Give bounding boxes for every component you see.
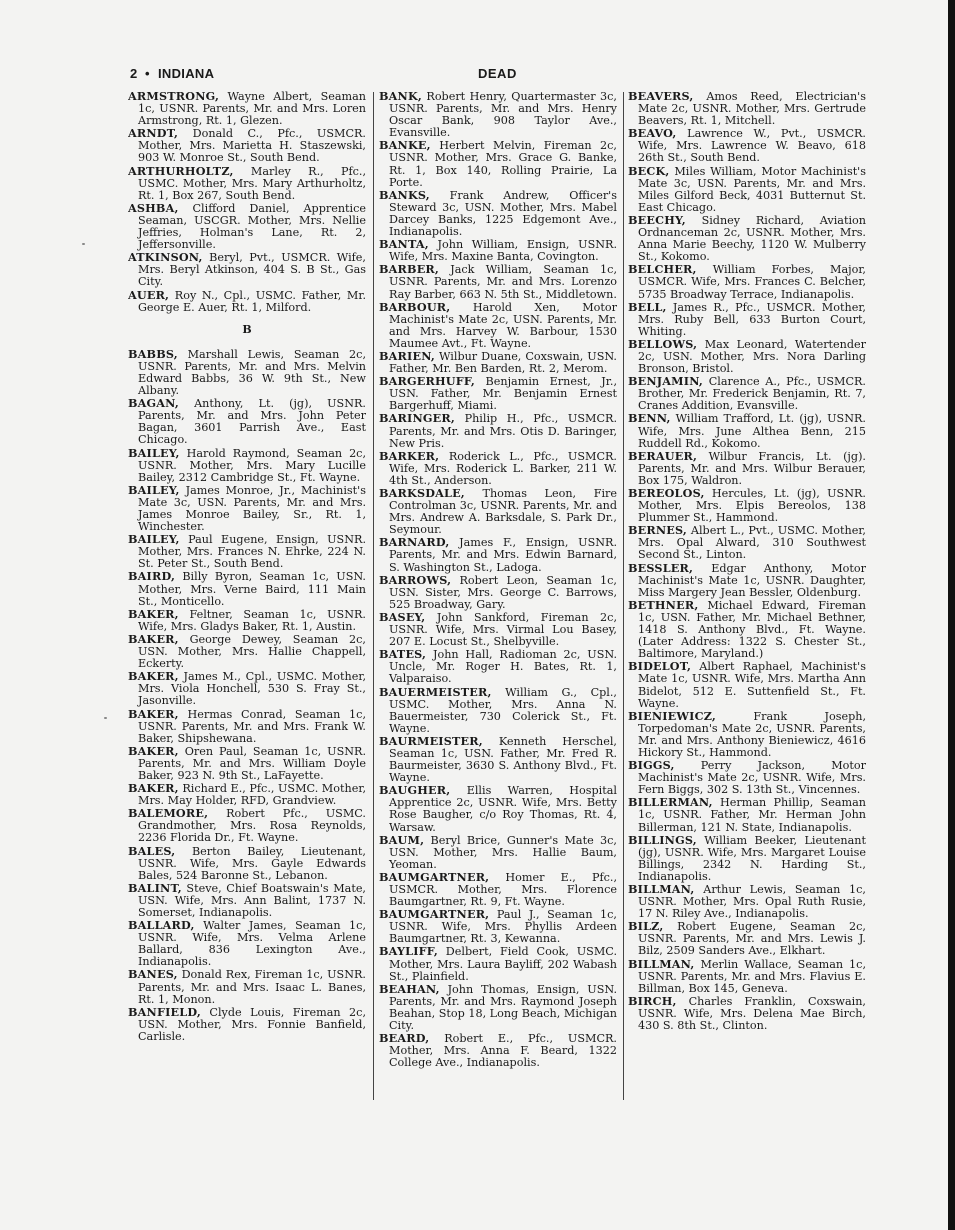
casualty-details: James Monroe, Jr., Machinist's Mate 3c, USN. Parents, Mr. and Mrs. James Monroe Bailey, Sr., Rt. 1, Winchester. bbox=[138, 483, 366, 534]
casualty-surname: BARNARD, bbox=[379, 535, 450, 550]
casualty-entry bbox=[628, 301, 866, 338]
casualty-entry bbox=[628, 338, 866, 375]
casualty-entry bbox=[128, 882, 366, 919]
casualty-entry bbox=[628, 995, 866, 1032]
casualty-details: Clarence A., Pfc., USMCR. Brother, Mr. Frederick Benjamin, Rt. 7, Cranes Addition, Evansville. bbox=[638, 375, 866, 413]
casualty-surname: BILLINGS, bbox=[628, 832, 697, 847]
casualty-surname: BETHNER, bbox=[628, 597, 699, 612]
casualty-surname: BERAUER, bbox=[628, 448, 698, 463]
casualty-entry bbox=[128, 570, 366, 607]
casualty-entry bbox=[628, 412, 866, 449]
casualty-entry bbox=[379, 983, 617, 1032]
casualty-details: Wayne Albert, Seaman 1c, USNR. Parents, Mr. and Mrs. Loren Armstrong, Rt. 1, Glezen. bbox=[138, 90, 366, 128]
casualty-details: William G., Cpl., USMC. Mother, Mrs. Anna N. Bauermeister, 730 Colerick St., Ft. Wayne. bbox=[389, 685, 617, 735]
casualty-details: Oren Paul, Seaman 1c, USNR. Parents, Mr. and Mrs. William Doyle Baker, 923 N. 9th St., LaFayette. bbox=[138, 744, 366, 782]
casualty-details: Arthur Lewis, Seaman 1c, USNR. Mother, Mrs. Opal Ruth Rusie, 17 N. Riley Ave., Indianapolis. bbox=[638, 883, 866, 921]
casualty-entry bbox=[128, 397, 366, 446]
casualty-details: Michael Edward, Fireman 1c, USN. Father, Mr. Michael Bethner, 1418 S. Anthony Blvd., Ft. Wayne. (Later Address: 1322 S. Chester St., Baltimore, Maryland.) bbox=[638, 598, 866, 661]
casualty-surname: BILLMAN, bbox=[628, 956, 695, 971]
casualty-surname: BILLERMAN, bbox=[628, 795, 713, 810]
casualty-details: Berton Bailey, Lieutenant, USNR. Wife, Mrs. Gayle Edwards Bales, 524 Baronne St., Lebanon. bbox=[138, 844, 366, 882]
casualty-surname: BENN, bbox=[628, 411, 671, 426]
casualty-surname: BANES, bbox=[128, 967, 178, 982]
casualty-surname: BARIEN, bbox=[379, 348, 435, 363]
casualty-surname: BELL, bbox=[628, 299, 667, 314]
casualty-details: Paul Eugene, Ensign, USNR. Mother, Mrs. Frances N. Ehrke, 224 N. St. Peter St., South Bend. bbox=[138, 533, 366, 571]
casualty-details: Edgar Anthony, Motor Machinist's Mate 1c, USNR. Daughter, Miss Margery Jean Bessler, Oldenburg. bbox=[638, 561, 866, 599]
casualty-details: Robert Eugene, Seaman 2c, USNR. Parents, Mr. and Mrs. Lewis J. Bilz, 2509 Sanders Ave., Elkhart. bbox=[638, 920, 866, 958]
casualty-entry bbox=[128, 289, 366, 314]
casualty-entry bbox=[379, 189, 617, 238]
scan-edge bbox=[948, 0, 955, 1230]
casualty-surname: BIGGS, bbox=[628, 758, 675, 773]
casualty-entry bbox=[628, 883, 866, 920]
casualty-surname: BEREOLOS, bbox=[628, 486, 705, 500]
casualty-details: Herman Phillip, Seaman 1c, USNR. Father, Mr. Herman John Billerman, 121 N. State, Indianapolis. bbox=[638, 796, 866, 834]
casualty-surname: BALEMORE, bbox=[128, 806, 209, 821]
casualty-details: Perry Jackson, Motor Machinist's Mate 2c, USNR. Wife, Mrs. Fern Biggs, 302 S. 13th St., Vincennes. bbox=[638, 759, 866, 797]
casualty-surname: BARROWS, bbox=[379, 572, 452, 587]
casualty-entry bbox=[128, 1006, 366, 1043]
casualty-entry bbox=[128, 202, 366, 251]
casualty-entry bbox=[128, 919, 366, 968]
casualty-details: Donald Rex, Fireman 1c, USNR. Parents, Mr. and Mrs. Isaac L. Banes, Rt. 1, Monon. bbox=[138, 968, 366, 1006]
casualty-entry bbox=[628, 710, 866, 759]
casualty-details: Wilbur Francis, Lt. (jg). Parents, Mr. and Mrs. Wilbur Berauer, Box 175, Waldron. bbox=[638, 449, 866, 487]
casualty-entry bbox=[628, 660, 866, 709]
casualty-details: Wilbur Duane, Coxswain, USN. Father, Mr. Ben Barden, Rt. 2, Merom. bbox=[389, 349, 617, 376]
casualty-entry bbox=[379, 263, 617, 300]
casualty-details: Billy Byron, Seaman 1c, USN. Mother, Mrs. Verne Baird, 111 Main St., Monticello. bbox=[138, 570, 366, 608]
casualty-entry bbox=[628, 165, 866, 214]
casualty-entry bbox=[128, 745, 366, 782]
casualty-entry bbox=[128, 968, 366, 1005]
casualty-entry bbox=[379, 536, 617, 573]
casualty-details: Robert Henry, Quartermaster 3c, USNR. Parents, Mr. and Mrs. Henry Oscar Bank, 908 Taylor Ave., Evansville. bbox=[389, 90, 617, 140]
casualty-surname: BAGAN, bbox=[128, 396, 179, 411]
casualty-details: Harold Raymond, Seaman 2c, USNR. Mother, Mrs. Mary Lucille Bailey, 2312 Cambridge St., Ft. Wayne. bbox=[138, 446, 366, 484]
casualty-details: John Thomas, Ensign, USN. Parents, Mr. and Mrs. Raymond Joseph Beahan, Stop 18, Long Beach, Michigan City. bbox=[389, 982, 617, 1033]
casualty-details: Jack William, Seaman 1c, USNR. Parents, Mr. and Mrs. Lorenzo Ray Barber, 663 N. 5th St., Middletown. bbox=[389, 263, 617, 301]
casualty-details: Donald C., Pfc., USMCR. Mother, Mrs. Marietta H. Staszewski, 903 W. Monroe St., South Bend. bbox=[138, 127, 366, 165]
casualty-surname: BAILEY, bbox=[128, 482, 180, 497]
casualty-surname: BECK, bbox=[628, 163, 670, 178]
scan-speck bbox=[104, 717, 107, 719]
casualty-surname: BANFIELD, bbox=[128, 1004, 201, 1019]
casualty-surname: BALLARD, bbox=[128, 918, 195, 933]
casualty-entry bbox=[128, 90, 366, 127]
casualty-entry bbox=[628, 759, 866, 796]
casualty-surname: BENJAMIN, bbox=[628, 374, 704, 389]
casualty-details: Hermas Conrad, Seaman 1c, USNR. Parents, Mr. and Mrs. Frank W. Baker, Shipshewana. bbox=[138, 707, 366, 745]
casualty-entry bbox=[379, 834, 617, 871]
casualty-entry bbox=[379, 238, 617, 263]
casualty-entry bbox=[379, 350, 617, 375]
casualty-surname: BANKS, bbox=[379, 187, 430, 202]
casualty-surname: BERNES, bbox=[628, 523, 688, 538]
casualty-details: Paul J., Seaman 1c, USNR. Wife, Mrs. Phyllis Ardeen Baumgartner, Rt. 3, Kewanna. bbox=[389, 908, 617, 946]
casualty-surname: BARGERHUFF, bbox=[379, 374, 475, 389]
casualty-surname: BAUGHER, bbox=[379, 783, 451, 798]
casualty-entry bbox=[379, 735, 617, 784]
casualty-details: Feltner, Seaman 1c, USNR. Wife, Mrs. Gladys Baker, Rt. 1, Austin. bbox=[138, 607, 366, 633]
casualty-entry bbox=[628, 214, 866, 263]
casualty-details: Walter James, Seaman 1c, USNR. Wife, Mrs. Velma Arlene Ballard, 836 Lexington Ave., Indianapolis. bbox=[138, 919, 366, 969]
casualty-details: James R., Pfc., USMCR. Mother, Mrs. Ruby Bell, 633 Burton Court, Whiting. bbox=[638, 300, 866, 338]
casualty-surname: BALINT, bbox=[128, 880, 182, 895]
casualty-details: James M., Cpl., USMC. Mother, Mrs. Viola Honchell, 530 S. Fray St., Jasonville. bbox=[138, 670, 366, 708]
casualty-surname: ARMSTRONG, bbox=[128, 90, 220, 103]
casualty-surname: BIRCH, bbox=[628, 993, 677, 1008]
casualty-details: Clifford Daniel, Apprentice Seaman, USCGR. Mother, Mrs. Nellie Jeffries, Holman's Lane, Rt. 2, Jeffersonville. bbox=[138, 201, 366, 252]
casualty-details: Merlin Wallace, Seaman 1c, USNR. Parents, Mr. and Mrs. Flavius E. Billman, Box 145, Geneva. bbox=[638, 957, 866, 995]
casualty-surname: BAKER, bbox=[128, 631, 179, 646]
casualty-surname: ATKINSON, bbox=[128, 250, 203, 265]
casualty-entry bbox=[128, 533, 366, 570]
casualty-entry bbox=[379, 871, 617, 908]
casualty-surname: BIENIEWICZ, bbox=[628, 708, 716, 723]
casualty-entry bbox=[128, 447, 366, 484]
casualty-details: Beryl Brice, Gunner's Mate 3c, USN. Mother, Mrs. Hallie Baum, Yeoman. bbox=[389, 833, 617, 871]
column-1 bbox=[128, 90, 366, 1110]
casualty-details: William Trafford, Lt. (jg), USNR. Wife, Mrs. June Althea Benn, 215 Ruddell Rd., Kokomo. bbox=[638, 412, 866, 450]
column-3 bbox=[628, 90, 866, 1110]
casualty-details: Charles Franklin, Coxswain, USNR. Wife, Mrs. Delena Mae Birch, 430 S. 8th St., Clinton. bbox=[638, 994, 866, 1033]
casualty-entry bbox=[128, 807, 366, 844]
casualty-entry bbox=[379, 648, 617, 685]
casualty-surname: BAKER, bbox=[128, 706, 179, 721]
casualty-surname: BALES, bbox=[128, 843, 176, 858]
section-letter: B bbox=[242, 322, 252, 336]
casualty-details: John Sankford, Fireman 2c, USNR. Wife, Mrs. Virmal Lou Basey, 207 E. Locust St., Shelbyville. bbox=[389, 610, 617, 649]
casualty-details: Max Leonard, Watertender 2c, USN. Mother, Mrs. Nora Darling Bronson, Bristol. bbox=[638, 337, 866, 376]
casualty-surname: BARINGER, bbox=[379, 411, 455, 426]
casualty-details: Clyde Louis, Fireman 2c, USN. Mother, Mrs. Fonnie Banfield, Carlisle. bbox=[138, 1005, 366, 1043]
casualty-surname: BARBER, bbox=[379, 262, 440, 277]
header-bullet: • bbox=[145, 66, 150, 81]
casualty-details: Steve, Chief Boatswain's Mate, USN. Wife, Mrs. Ann Balint, 1737 N. Somerset, Indianapolis. bbox=[138, 881, 366, 919]
casualty-entry bbox=[128, 608, 366, 633]
casualty-surname: BAUMGARTNER, bbox=[379, 907, 490, 922]
casualty-entry bbox=[628, 796, 866, 833]
casualty-entry bbox=[379, 686, 617, 735]
casualty-entry bbox=[628, 127, 866, 164]
casualty-surname: BAYLIFF, bbox=[379, 944, 438, 959]
casualty-entry bbox=[379, 375, 617, 412]
casualty-entry bbox=[628, 958, 866, 995]
casualty-surname: BAUERMEISTER, bbox=[379, 684, 492, 699]
column-divider bbox=[373, 92, 374, 1100]
casualty-details: Lawrence W., Pvt., USMCR. Wife, Mrs. Lawrence W. Beavo, 618 26th St., South Bend. bbox=[638, 127, 866, 165]
casualty-details: Albert Raphael, Machinist's Mate 1c, USNR. Wife, Mrs. Martha Ann Bidelot, 512 E. Suttenfield St., Ft. Wayne. bbox=[638, 660, 866, 710]
casualty-details: Harold Xen, Motor Machinist's Mate 2c, USN. Parents, Mr. and Mrs. Harvey W. Barbour, 1530 Maumee Avt., Ft. Wayne. bbox=[389, 300, 617, 350]
casualty-details: James F., Ensign, USNR. Parents, Mr. and Mrs. Edwin Barnard, S. Washington St., Ladoga. bbox=[389, 536, 617, 574]
scan-speck bbox=[82, 243, 85, 245]
casualty-entry bbox=[379, 139, 617, 188]
casualty-entry bbox=[128, 348, 366, 397]
casualty-details: Thomas Leon, Fire Controlman 3c, USNR. Parents, Mr. and Mrs. Andrew A. Barksdale, S. Park Dr., Seymour. bbox=[389, 487, 617, 537]
casualty-surname: BESSLER, bbox=[628, 560, 694, 575]
casualty-details: William Beeker, Lieutenant (jg), USNR. Wife, Mrs. Margaret Louise Billings, 2342 N. Harding St., Indianapolis. bbox=[638, 833, 866, 883]
casualty-surname: BAKER, bbox=[128, 606, 179, 621]
casualty-details: Hercules, Lt. (jg), USNR. Mother, Mrs. Elpis Bereolos, 138 Plummer St., Hammond. bbox=[638, 487, 866, 525]
casualty-entry bbox=[628, 90, 866, 127]
casualty-details: Kenneth Herschel, Seaman 1c, USN. Father, Mr. Fred R. Baurmeister, 3630 S. Anthony Blvd., Ft. Wayne. bbox=[389, 734, 617, 785]
casualty-entry bbox=[628, 450, 866, 487]
page-number: 2 bbox=[130, 66, 138, 81]
casualty-entry bbox=[379, 611, 617, 648]
casualty-entry bbox=[379, 450, 617, 487]
casualty-surname: BAURMEISTER, bbox=[379, 733, 483, 748]
casualty-entry bbox=[379, 945, 617, 982]
section-title: DEAD bbox=[478, 66, 517, 81]
casualty-details: Philip H., Pfc., USMCR. Parents, Mr. and Mrs. Otis D. Baringer, New Pris. bbox=[389, 412, 617, 450]
casualty-entry bbox=[628, 524, 866, 561]
casualty-entry bbox=[628, 599, 866, 660]
casualty-surname: BELCHER, bbox=[628, 262, 697, 277]
casualty-details: John William, Ensign, USNR. Wife, Mrs. Maxine Banta, Covington. bbox=[389, 238, 617, 264]
casualty-surname: BARKSDALE, bbox=[379, 486, 465, 500]
casualty-details: Marley R., Pfc., USMC. Mother, Mrs. Mary Arthurholtz, Rt. 1, Box 267, South Bend. bbox=[138, 164, 366, 202]
casualty-entry bbox=[628, 562, 866, 599]
casualty-surname: ARTHURHOLTZ, bbox=[128, 163, 234, 178]
state-title: INDIANA bbox=[158, 66, 215, 81]
casualty-details: Miles William, Motor Machinist's Mate 3c, USN. Parents, Mr. and Mrs. Miles Gilford Beck, 4031 Butternut St. East Chicago. bbox=[638, 164, 866, 214]
casualty-entry bbox=[628, 487, 866, 524]
casualty-details: John Hall, Radioman 2c, USN. Uncle, Mr. Roger H. Bates, Rt. 1, Valparaiso. bbox=[389, 648, 617, 686]
casualty-entry bbox=[128, 633, 366, 670]
casualty-details: Roy N., Cpl., USMC. Father, Mr. George E. Auer, Rt. 1, Milford. bbox=[138, 288, 366, 314]
casualty-entry bbox=[128, 165, 366, 202]
casualty-surname: BEAVO, bbox=[628, 126, 677, 141]
casualty-surname: BARBOUR, bbox=[379, 299, 451, 314]
casualty-entry bbox=[128, 251, 366, 288]
casualty-surname: BAKER, bbox=[128, 669, 179, 684]
casualty-entry bbox=[379, 784, 617, 833]
casualty-entry bbox=[379, 90, 617, 139]
casualty-details: Frank Joseph, Torpedoman's Mate 2c, USNR. Parents, Mr. and Mrs. Anthony Bieniewicz, 4616 Hickory St., Hammond. bbox=[638, 709, 866, 759]
casualty-surname: BAILEY, bbox=[128, 445, 180, 460]
casualty-details: Sidney Richard, Aviation Ordnanceman 2c, USNR. Mother, Mrs. Anna Marie Beechy, 1120 W. Mulberry St., Kokomo. bbox=[638, 213, 866, 264]
casualty-surname: ASHBA, bbox=[128, 200, 179, 215]
casualty-details: Anthony, Lt. (jg), USNR. Parents, Mr. and Mrs. John Peter Bagan, 3601 Parrish Ave., East Chicago. bbox=[138, 397, 366, 447]
casualty-surname: BANTA, bbox=[379, 237, 429, 252]
casualty-details: Amos Reed, Electrician's Mate 2c, USNR. Mother, Mrs. Gertrude Beavers, Rt. 1, Mitchell. bbox=[638, 90, 866, 128]
casualty-surname: BEAHAN, bbox=[379, 981, 440, 996]
casualty-entry bbox=[128, 708, 366, 745]
casualty-surname: BABBS, bbox=[128, 346, 178, 361]
casualty-details: Benjamin Ernest, Jr., USN. Father, Mr. Benjamin Ernest Bargerhuff, Miami. bbox=[389, 375, 617, 413]
column-divider bbox=[623, 92, 624, 1100]
casualty-surname: BAKER, bbox=[128, 781, 179, 796]
casualty-entry bbox=[379, 412, 617, 449]
column-2 bbox=[379, 90, 617, 1110]
casualty-surname: BASEY, bbox=[379, 609, 426, 624]
casualty-entry bbox=[628, 834, 866, 883]
casualty-entry bbox=[128, 845, 366, 882]
casualty-details: Ellis Warren, Hospital Apprentice 2c, USNR. Wife, Mrs. Betty Rose Baugher, c/o Roy Thomas, Rt. 4, Warsaw. bbox=[389, 784, 617, 834]
casualty-entry bbox=[128, 670, 366, 707]
casualty-entry bbox=[128, 484, 366, 533]
casualty-details: Herbert Melvin, Fireman 2c, USNR. Mother, Mrs. Grace G. Banke, Rt. 1, Box 140, Rolling Prairie, La Porte. bbox=[389, 139, 617, 189]
casualty-surname: BAUMGARTNER, bbox=[379, 869, 490, 884]
page-header bbox=[130, 66, 872, 86]
casualty-surname: BAILEY, bbox=[128, 532, 180, 547]
casualty-surname: BAIRD, bbox=[128, 569, 176, 584]
casualty-surname: AUER, bbox=[128, 287, 170, 302]
casualty-details: Marshall Lewis, Seaman 2c, USNR. Parents, Mr. and Mrs. Melvin Edward Babbs, 36 W. 9th St., New Albany. bbox=[138, 347, 366, 398]
casualty-details: William Forbes, Major, USMCR. Wife, Mrs. Frances C. Belcher, 5735 Broadway Terrace, Indianapolis. bbox=[638, 263, 866, 301]
casualty-surname: BILZ, bbox=[628, 919, 664, 934]
casualty-surname: BILLMAN, bbox=[628, 882, 695, 896]
casualty-details: Robert E., Pfc., USMCR. Mother, Mrs. Anna F. Beard, 1322 College Ave., Indianapolis. bbox=[389, 1032, 617, 1070]
casualty-details: Beryl, Pvt., USMCR. Wife, Mrs. Beryl Atkinson, 404 S. B St., Gas City. bbox=[138, 251, 366, 289]
casualty-surname: BELLOWS, bbox=[628, 336, 698, 351]
casualty-surname: ARNDT, bbox=[128, 126, 179, 141]
casualty-details: Richard E., Pfc., USMC. Mother, Mrs. May Holder, RFD, Grandview. bbox=[138, 782, 366, 808]
casualty-surname: BANK, bbox=[379, 90, 422, 103]
casualty-entry bbox=[128, 782, 366, 807]
casualty-surname: BAUM, bbox=[379, 832, 425, 847]
casualty-entry bbox=[128, 127, 366, 164]
casualty-surname: BATES, bbox=[379, 647, 427, 662]
casualty-entry bbox=[628, 375, 866, 412]
casualty-entry bbox=[379, 908, 617, 945]
casualty-entry bbox=[379, 1032, 617, 1069]
casualty-details: Homer E., Pfc., USMCR. Mother, Mrs. Florence Baumgartner, Rt. 9, Ft. Wayne. bbox=[389, 870, 617, 909]
casualty-details: Robert Leon, Seaman 1c, USN. Sister, Mrs. George C. Barrows, 525 Broadway, Gary. bbox=[389, 573, 617, 611]
casualty-surname: BEARD, bbox=[379, 1031, 430, 1046]
casualty-surname: BEAVERS, bbox=[628, 90, 694, 103]
casualty-surname: BARKER, bbox=[379, 448, 440, 463]
casualty-surname: BAKER, bbox=[128, 743, 179, 758]
casualty-details: Albert L., Pvt., USMC. Mother, Mrs. Opal Alward, 310 Southwest Second St., Linton. bbox=[638, 524, 866, 562]
casualty-entry bbox=[628, 920, 866, 957]
casualty-details: Delbert, Field Cook, USMC. Mother, Mrs. Laura Bayliff, 202 Wabash St., Plainfield. bbox=[389, 945, 617, 983]
casualty-surname: BANKE, bbox=[379, 138, 431, 153]
casualty-details: Frank Andrew, Officer's Steward 3c, USN. Mother, Mrs. Mabel Darcey Banks, 1225 Edgemont Ave., Indianapolis. bbox=[389, 188, 617, 239]
casualty-details: Roderick L., Pfc., USMCR. Wife, Mrs. Roderick L. Barker, 211 W. 4th St., Anderson. bbox=[389, 449, 617, 487]
casualty-surname: BEECHY, bbox=[628, 212, 686, 227]
casualty-entry bbox=[379, 301, 617, 350]
casualty-entry bbox=[628, 263, 866, 300]
casualty-details: Robert Pfc., USMC. Grandmother, Mrs. Rosa Reynolds, 2236 Florida Dr., Ft. Wayne. bbox=[138, 807, 366, 845]
casualty-entry bbox=[379, 574, 617, 611]
casualty-entry bbox=[379, 487, 617, 536]
casualty-details: George Dewey, Seaman 2c, USN. Mother, Mrs. Hallie Chappell, Eckerty. bbox=[138, 632, 366, 671]
casualty-surname: BIDELOT, bbox=[628, 659, 692, 674]
